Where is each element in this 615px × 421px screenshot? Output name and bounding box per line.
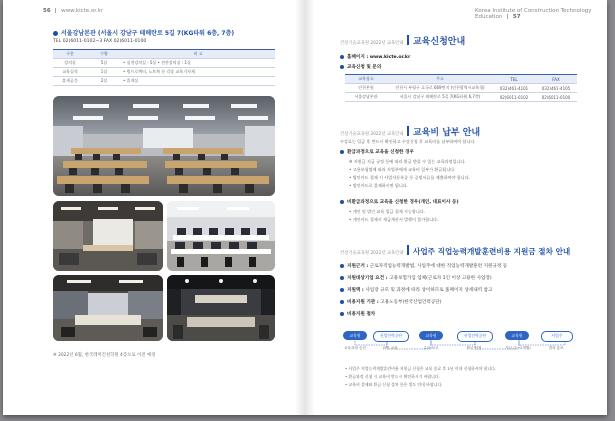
table-header: 수량 <box>87 50 121 59</box>
subsidy-procedure: 비용지원 절차 <box>340 311 375 317</box>
bullet-icon <box>340 65 344 69</box>
right-page-header <box>475 8 607 20</box>
flow-note: • 환급과정 신청 시 교육비 반드시 확인하시기 바랍니다. <box>345 374 440 379</box>
refund-line: • 법인카드 결제 시 사업자등록증 등 증빙서류를 제출하여야 합니다. <box>349 175 470 180</box>
table-row: 인천본원 인천시 부평구 호국로 669번지 (인천광역시교육청) 032)461-4101 032)461-4105 <box>345 84 577 93</box>
subsidy-amount: 지원액 : 사업장 규모 및 과정에 따라 상이하므로 홈페이지 상세내역 참고 <box>340 287 492 293</box>
refund-line: • 고용보험법에 따라 사업주에게 교육비 일부가 환급됩니다. <box>349 167 456 172</box>
flow-step-node: 산업인력공단 <box>373 331 409 342</box>
bullet-icon <box>340 312 344 316</box>
classroom-photo <box>53 96 275 196</box>
flow-step-label: 지급 (1~2개월) <box>505 346 531 350</box>
table-row: 강의실 5실 • 실전강의실 : 5실 • 전산강의실 : 1실 <box>53 59 275 68</box>
homepage-line: 홈페이지 : www.kicte.or.kr <box>340 54 410 60</box>
bullet-icon <box>340 200 344 204</box>
computer-room-photo <box>167 201 275 271</box>
flow-step-label: 교육과정 승인 <box>344 346 366 350</box>
subsidy-agency: 비용지원 기관 : 고용노동부(한국산업인력공단) <box>340 299 442 305</box>
bullet-icon <box>340 150 344 154</box>
flow-step-label: 위탁 교육 <box>382 346 398 350</box>
left-page <box>3 0 305 415</box>
refund-group-title: 환급과정으로 교육을 신청한 경우 <box>340 149 414 155</box>
flow-step-node: 산업인력공단 <box>457 331 493 342</box>
bullet-icon <box>340 55 344 59</box>
table-header: 비 고 <box>121 50 275 59</box>
flow-step-label: 환급 신청 <box>466 346 482 350</box>
table-header: 주소 <box>387 75 493 84</box>
bullet-icon <box>340 264 344 268</box>
flow-note: • 사업주 직업능력개발훈련비용 지원금 신청은 교육 종료 후 1년 이내 신청하셔야 합니다. <box>345 366 497 371</box>
flow-step-node: 교육원 <box>343 331 367 340</box>
section-title: 서울강남본관 (서울시 강남구 테헤란로 5길 7(KG타워 6층, 7층) <box>53 28 234 37</box>
right-page <box>305 0 607 415</box>
table-row: 휴게공간 2실 • 휴게실 <box>53 77 275 86</box>
header-institute: Korea Institute of Construction Technology Education <box>475 8 592 20</box>
bullet-icon <box>340 276 344 280</box>
bullet-icon <box>340 288 344 292</box>
bullet-icon <box>340 300 344 304</box>
refund-line: • 법인카드로 결제하시면 됩니다. <box>349 183 409 188</box>
nonrefund-group-title: 비환급과정으로 교육을 신청한 경우(개인, 대표이사 등) <box>340 199 459 205</box>
facility-table <box>53 49 275 86</box>
page-number-left: 56 <box>43 8 51 14</box>
table-header: 구분 <box>53 50 87 59</box>
reception-photo <box>53 275 163 341</box>
subsidy-basis: 지원근거 : 근로자직업능력개발법, 사업주에 대한 직업능력개발훈련 지원규정 등 <box>340 263 507 269</box>
left-page-header <box>43 8 103 14</box>
table-header: 교육장소 <box>345 75 387 84</box>
subsidy-eligibility: 지원대상기업 요건 : 고용보험가입 업체(근로자 1인 이상 고용한 사업장) <box>340 275 492 281</box>
relocation-caption: ※ 2022년 6월, 한국레미건설학원 4층으로 이전 예정 <box>53 353 156 358</box>
flow-step-label: 수료 보고 <box>423 346 439 350</box>
page-number-right: 57 <box>512 14 521 20</box>
table-header: FAX <box>535 75 577 84</box>
title-application: 건설기술교육원 2022년 교육안내 교육신청안내 <box>340 29 465 48</box>
tel-fax-line: TEL 02)6011-0102~3 FAX 02)6011-0100 <box>53 39 147 44</box>
page-gutter-shadow <box>295 0 315 415</box>
refund-line: ※ 지원금 지급 규정 등에 따라 환급 받을 수 있는 교육과정입니다. <box>349 159 466 164</box>
contact-table <box>345 74 577 102</box>
table-row: 서울강남본관 서울시 강남구 테헤란로 5길 7(KG타워 6,7층) 02)6011-0102 02)6011-0100 <box>345 93 577 102</box>
nonrefund-line: • 개인카드 결제시 세금계산서 발행이 불가합니다. <box>349 217 439 222</box>
flow-step-node: 사업주 <box>541 331 573 342</box>
brochure-spread <box>3 0 607 415</box>
title-payment: 건설기술교육원 2022년 교육안내 교육비 납부 안내 <box>340 120 480 139</box>
lounge-photo <box>53 201 163 271</box>
nonrefund-line: • 개인 및 법인 교육 입금 결제 가능합니다. <box>349 209 426 214</box>
bullet-icon <box>53 31 58 36</box>
payment-intro: 수강료는 입금 후 반드시 확인하고 수강신청 후 교육비를 납부하여야 합니다. <box>340 139 476 144</box>
flow-step-label: 결과 통보 <box>548 346 564 350</box>
flow-step-node: 교육원 <box>505 331 529 340</box>
flow-step-node: 교육원 <box>419 331 443 340</box>
lobby-photo <box>167 275 275 341</box>
flow-note: • 교육비 결제와 환급 신청 절차 등은 별도 안내 바랍니다. <box>345 382 443 387</box>
inquiry-line: 교육신청 및 문의 <box>340 64 381 70</box>
title-subsidy: 건설기술교육원 2022년 교육안내 사업주 직업능력개발훈련비용 지원금 절차 안내 <box>340 239 570 258</box>
table-header: TEL <box>493 75 535 84</box>
site-url: www.kicte.or.kr <box>61 8 104 14</box>
table-row: 교육실적 1실 • 빔프로젝터, 노트북 등 각종 교육기자재 <box>53 68 275 77</box>
